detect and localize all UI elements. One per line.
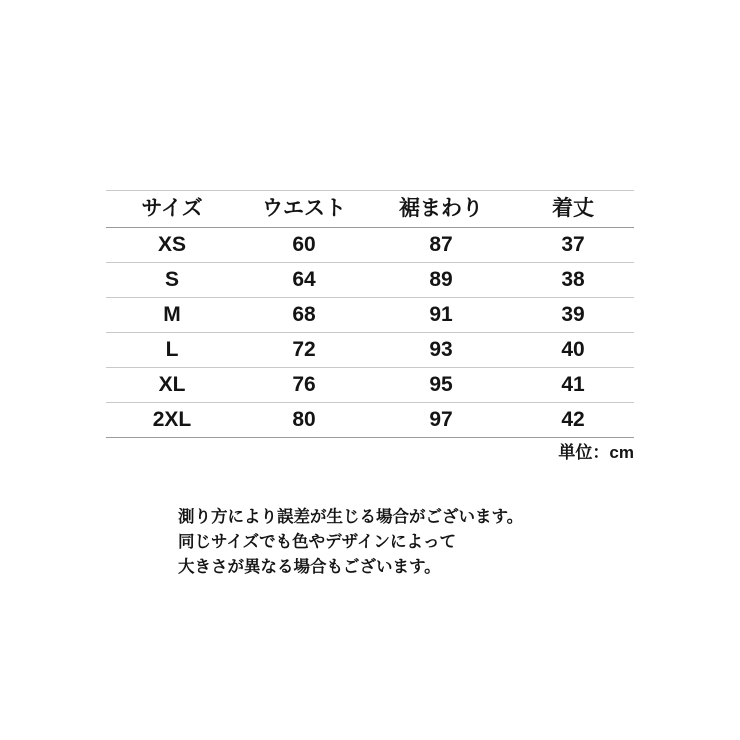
cell-hem: 97 [370, 403, 512, 438]
size-table [106, 190, 634, 438]
cell-waist: 72 [238, 333, 370, 368]
column-header-hem: 裾まわり [370, 191, 512, 228]
cell-hem: 93 [370, 333, 512, 368]
cell-length: 39 [512, 298, 634, 333]
notes-block [178, 505, 523, 580]
cell-waist: 76 [238, 368, 370, 403]
cell-hem: 95 [370, 368, 512, 403]
note-line-1: 測り方により誤差が生じる場合がございます。 [178, 508, 524, 526]
column-header-length: 着丈 [512, 191, 634, 228]
cell-size: XS [106, 228, 238, 263]
cell-length: 38 [512, 263, 634, 298]
cell-length: 40 [512, 333, 634, 368]
size-table-container [106, 190, 634, 438]
cell-hem: 87 [370, 228, 512, 263]
cell-size: M [106, 298, 238, 333]
cell-size: L [106, 333, 238, 368]
size-table-body [106, 228, 634, 438]
size-table-header [106, 191, 634, 228]
table-row [106, 263, 634, 298]
cell-size: XL [106, 368, 238, 403]
cell-waist: 80 [238, 403, 370, 438]
cell-length: 37 [512, 228, 634, 263]
table-row [106, 333, 634, 368]
note-line-3: 大きさが異なる場合もございます。 [178, 558, 441, 576]
cell-size: 2XL [106, 403, 238, 438]
cell-length: 42 [512, 403, 634, 438]
column-header-size: サイズ [106, 191, 238, 228]
table-row [106, 228, 634, 263]
column-header-waist: ウエスト [238, 191, 370, 228]
cell-size: S [106, 263, 238, 298]
table-row [106, 298, 634, 333]
unit-label: 単位：cm [558, 443, 634, 462]
cell-waist: 68 [238, 298, 370, 333]
cell-hem: 89 [370, 263, 512, 298]
note-line-2: 同じサイズでも色やデザインによって [178, 533, 457, 551]
cell-waist: 60 [238, 228, 370, 263]
cell-waist: 64 [238, 263, 370, 298]
table-row [106, 403, 634, 438]
table-row [106, 368, 634, 403]
table-header-row [106, 191, 634, 228]
cell-length: 41 [512, 368, 634, 403]
cell-hem: 91 [370, 298, 512, 333]
